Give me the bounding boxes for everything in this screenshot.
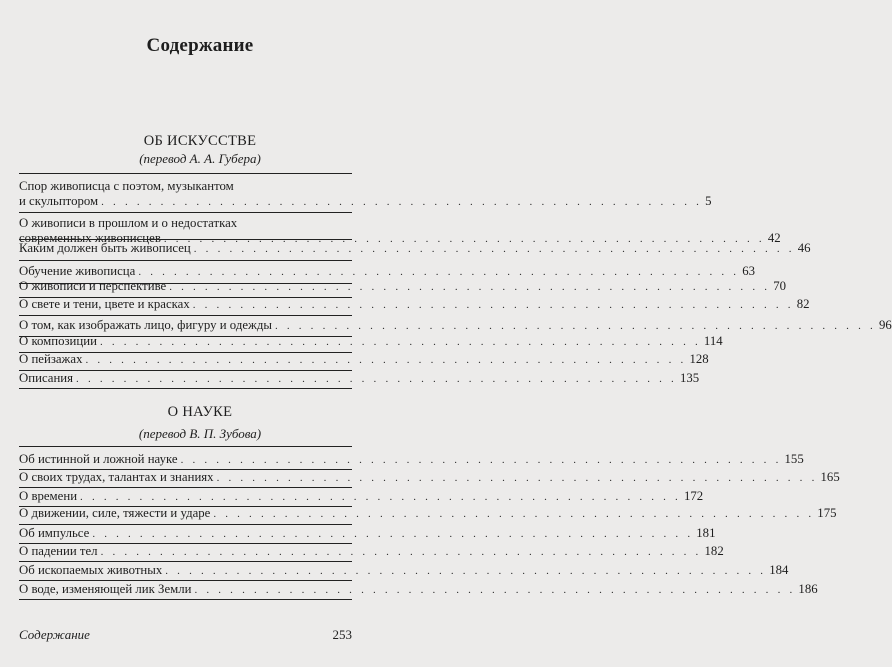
section-divider [19, 446, 352, 447]
toc-entry-title: О своих трудах, талантах и знаниях [19, 470, 214, 484]
entry-divider [19, 524, 352, 525]
toc-entry-title: О движении, силе, тяжести и ударе [19, 506, 211, 520]
toc-entry-page: 46 [797, 241, 811, 255]
dot-leader: . . . . . . . . . . . . . . . . . . . . . . . . . . . . . . . . . . . . . . . . . . . . . . . . . . . [163, 233, 765, 245]
toc-entry-page: 5 [705, 194, 712, 208]
toc-entry-title: Об ископаемых животных [19, 563, 163, 577]
toc-entry [19, 334, 723, 350]
toc-entry-page: 172 [684, 489, 704, 503]
toc-entry [19, 544, 724, 560]
toc-entry [19, 179, 712, 210]
toc-entry-title: О свете и тени, цвете и красках [19, 297, 190, 311]
toc-entry-page: 82 [796, 297, 810, 311]
dot-leader: . . . . . . . . . . . . . . . . . . . . . . . . . . . . . . . . . . . . . . . . . . . . . . . . . . . [216, 472, 818, 484]
toc-entry-title: О падении тел [19, 544, 98, 558]
dot-leader: . . . . . . . . . . . . . . . . . . . . . . . . . . . . . . . . . . . . . . . . . . . . . . . . . . . [100, 546, 702, 558]
dot-leader: . . . . . . . . . . . . . . . . . . . . . . . . . . . . . . . . . . . . . . . . . . . . . . . . . . . [169, 281, 771, 293]
toc-entry-page: 42 [767, 231, 781, 245]
toc-entry-page: 70 [773, 279, 786, 293]
section-subheading-art: (перевод А. А. Губера) [139, 151, 261, 166]
toc-entry-title: О том, как изображать лицо, фигуру и одежды [19, 318, 272, 332]
toc-entry-title: О живописи и перспективе [19, 279, 167, 293]
toc-entry-page: 182 [704, 544, 724, 558]
entry-divider [19, 487, 352, 488]
toc-entry [19, 279, 786, 295]
toc-entry-title: О пейзажах [19, 352, 83, 366]
dot-leader: . . . . . . . . . . . . . . . . . . . . . . . . . . . . . . . . . . . . . . . . . . . . . . . . . . . [194, 584, 796, 596]
toc-entry [19, 352, 709, 368]
toc-entry-title: О композиции [19, 334, 97, 348]
dot-leader: . . . . . . . . . . . . . . . . . . . . . . . . . . . . . . . . . . . . . . . . . . . . . . . . . . . [76, 373, 677, 385]
toc-entry-title-line: Спор живописца с поэтом, музыкантом [19, 179, 234, 193]
toc-entry-page: 63 [742, 264, 756, 278]
dot-leader: . . . . . . . . . . . . . . . . . . . . . . . . . . . . . . . . . . . . . . . . . . . . . . . . . . . [193, 243, 795, 255]
page-number: 253 [332, 627, 352, 642]
dot-leader: . . . . . . . . . . . . . . . . . . . . . . . . . . . . . . . . . . . . . . . . . . . . . . . . . . . [180, 454, 782, 466]
entry-divider [19, 580, 352, 581]
toc-entry-page: 181 [696, 526, 716, 540]
toc-entry [19, 470, 840, 486]
toc-entry [19, 582, 818, 598]
toc-entry-title: Описания [19, 371, 74, 385]
dot-leader: . . . . . . . . . . . . . . . . . . . . . . . . . . . . . . . . . . . . . . . . . . . . . . . . . . . [138, 266, 740, 278]
toc-entry-title: Каким должен быть живописец [19, 241, 191, 255]
dot-leader: . . . . . . . . . . . . . . . . . . . . . . . . . . . . . . . . . . . . . . . . . . . . . . . . . . . [80, 491, 681, 503]
dot-leader: . . . . . . . . . . . . . . . . . . . . . . . . . . . . . . . . . . . . . . . . . . . . . . . . . . . [165, 565, 767, 577]
dot-leader: . . . . . . . . . . . . . . . . . . . . . . . . . . . . . . . . . . . . . . . . . . . . . . . . . . . [99, 336, 701, 348]
section-divider [19, 173, 352, 174]
toc-entry [19, 563, 789, 579]
toc-entry [19, 241, 811, 257]
toc-entry-page: 165 [820, 470, 840, 484]
toc-entry [19, 489, 704, 505]
toc-entry [19, 371, 700, 387]
toc-entry-title: Об импульсе [19, 526, 90, 540]
toc-entry-title: О воде, изменяющей лик Земли [19, 582, 192, 596]
section-heading-science: О НАУКЕ [167, 404, 233, 420]
toc-entry-page: 96 [878, 318, 892, 332]
toc-entry [19, 318, 892, 334]
toc-entry-page: 175 [817, 506, 837, 520]
entry-divider [19, 212, 352, 213]
toc-entry-title: О времени [19, 489, 78, 503]
toc-entry-page: 155 [784, 452, 804, 466]
dot-leader: . . . . . . . . . . . . . . . . . . . . . . . . . . . . . . . . . . . . . . . . . . . . . . . . . . . [213, 508, 815, 520]
toc-entry [19, 264, 756, 280]
toc-entry-title: Об истинной и ложной науке [19, 452, 178, 466]
toc-entry [19, 297, 810, 313]
toc-entry-title-line: О живописи в прошлом и о недостатках [19, 216, 238, 230]
dot-leader: . . . . . . . . . . . . . . . . . . . . . . . . . . . . . . . . . . . . . . . . . . . . . . . . . . . [192, 299, 794, 311]
toc-entry-page: 135 [680, 371, 700, 385]
entry-divider [19, 599, 352, 600]
dot-leader: . . . . . . . . . . . . . . . . . . . . . . . . . . . . . . . . . . . . . . . . . . . . . . . . . . . [101, 196, 703, 208]
toc-entry-page: 114 [703, 334, 723, 348]
toc-entry [19, 526, 716, 542]
toc-entry-title: современных живописцев [19, 231, 161, 245]
entry-divider [19, 260, 352, 261]
entry-divider [19, 239, 352, 240]
section-heading-art: ОБ ИСКУССТВЕ [143, 133, 257, 149]
toc-entry-title: Обучение живописца [19, 264, 136, 278]
dot-leader: . . . . . . . . . . . . . . . . . . . . . . . . . . . . . . . . . . . . . . . . . . . . . . . . . . . [92, 528, 694, 540]
toc-entry [19, 506, 837, 522]
dot-leader: . . . . . . . . . . . . . . . . . . . . . . . . . . . . . . . . . . . . . . . . . . . . . . . . . . . [274, 320, 876, 332]
toc-entry-page: 128 [689, 352, 709, 366]
toc-entry-page: 184 [769, 563, 789, 577]
section-subheading-science: (перевод В. П. Зубова) [138, 426, 262, 441]
toc-entry-title: и скульптором [19, 194, 99, 208]
entry-divider [19, 561, 352, 562]
toc-entry-page: 186 [798, 582, 818, 596]
entry-divider [19, 388, 352, 389]
running-title: Содержание [19, 627, 90, 642]
dot-leader: . . . . . . . . . . . . . . . . . . . . . . . . . . . . . . . . . . . . . . . . . . . . . . . . . . . [85, 354, 687, 366]
toc-entry [19, 452, 804, 468]
entry-divider [19, 315, 352, 316]
page-title: Содержание [146, 35, 254, 56]
